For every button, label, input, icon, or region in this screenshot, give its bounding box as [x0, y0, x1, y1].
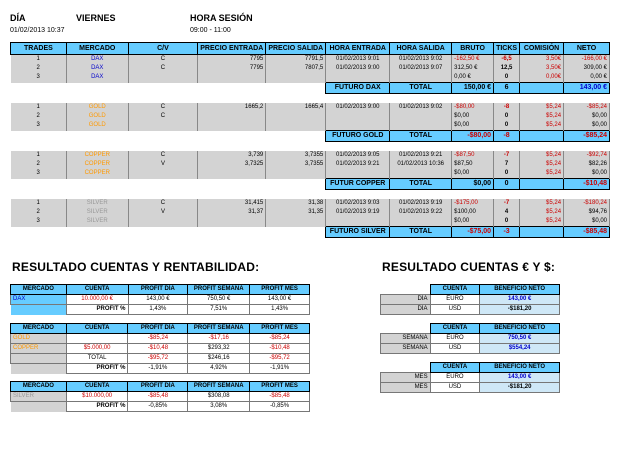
trade-ticks: -7 — [494, 151, 520, 160]
sum-profit-semana: 3,08% — [188, 402, 250, 412]
trade-neto: $0,00 — [564, 217, 610, 227]
eur-cuenta: USD — [430, 383, 480, 393]
eur-header-row — [381, 285, 560, 295]
sum-profit-dia: 1,43% — [128, 305, 188, 315]
sum-profit-label: PROFIT % — [66, 364, 128, 374]
trade-comision: $5,24 — [520, 160, 564, 169]
trade-hora-salida — [390, 217, 452, 227]
trade-market: SILVER — [66, 199, 128, 208]
sum-cuenta: TOTAL — [66, 354, 128, 364]
trade-hora-entrada: 01/02/2013 9:19 — [326, 208, 390, 217]
total-market-label: FUTURO SILVER — [326, 227, 390, 238]
total-market-label: FUTUR COPPER — [326, 179, 390, 190]
trade-precio-salida: 31,38 — [266, 199, 326, 208]
eur-usd-block — [380, 362, 560, 393]
trade-precio-entrada — [198, 169, 266, 179]
total-comision — [520, 131, 564, 142]
sum-dia: -$85,48 — [128, 392, 188, 402]
trade-precio-entrada — [198, 73, 266, 83]
trade-bruto: $0,00 — [452, 121, 494, 131]
trade-market: SILVER — [66, 208, 128, 217]
sum-col-cuenta: CUENTA — [66, 382, 128, 392]
trade-hora-salida: 01/02/2013 10:36 — [390, 160, 452, 169]
trade-ticks: 4 — [494, 208, 520, 217]
total-label: TOTAL — [390, 179, 452, 190]
trade-precio-salida — [266, 169, 326, 179]
trade-comision: $5,24 — [520, 112, 564, 121]
eur-row — [381, 344, 560, 354]
col-neto: NETO — [564, 43, 610, 55]
trade-hora-salida: 01/02/2013 9:21 — [390, 151, 452, 160]
summary-header-row — [11, 382, 310, 392]
trade-cv: C — [128, 103, 198, 112]
eur-row — [381, 334, 560, 344]
trade-precio-entrada: 31,415 — [198, 199, 266, 208]
trade-cv: C — [128, 112, 198, 121]
report-date: 01/02/2013 10:37 — [10, 27, 65, 34]
sum-col-profit-mes: PROFIT MES — [250, 382, 310, 392]
trade-cv — [128, 217, 198, 227]
trade-cv: C — [128, 55, 198, 65]
trade-comision: $5,24 — [520, 103, 564, 112]
trade-comision: $5,24 — [520, 169, 564, 179]
total-market-label: FUTURO DAX — [326, 83, 390, 94]
trade-hora-entrada — [326, 112, 390, 121]
eur-col-cuenta: CUENTA — [430, 363, 480, 373]
total-comision — [520, 227, 564, 238]
trade-precio-salida — [266, 121, 326, 131]
trade-total-row — [11, 179, 610, 190]
sum-col-profit-dia: PROFIT DÍA — [128, 324, 188, 334]
sum-semana: $246,16 — [188, 354, 250, 364]
eur-cuenta: EURO — [430, 373, 480, 383]
trade-market: COPPER — [66, 151, 128, 160]
sum-dia: 143,00 € — [128, 295, 188, 305]
sum-col-profit-mes: PROFIT MES — [250, 285, 310, 295]
total-ticks: -3 — [494, 227, 520, 238]
trade-bruto: -$175,00 — [452, 199, 494, 208]
trade-row — [11, 121, 610, 131]
eur-row — [381, 373, 560, 383]
trade-market: SILVER — [66, 217, 128, 227]
trade-total-row — [11, 227, 610, 238]
trade-hora-salida — [390, 112, 452, 121]
summary-row — [11, 392, 310, 402]
eur-col-cuenta: CUENTA — [430, 285, 480, 295]
trade-hora-entrada — [326, 73, 390, 83]
trade-hora-salida: 01/02/2013 9:22 — [390, 208, 452, 217]
trade-hora-salida: 01/02/2013 9:07 — [390, 64, 452, 73]
trade-bruto: $87,50 — [452, 160, 494, 169]
sum-col-profit-semana: PROFIT SEMANA — [188, 382, 250, 392]
col-precio-entrada: PRECIO ENTRADA — [198, 43, 266, 55]
summary-header-row — [11, 285, 310, 295]
trade-hora-entrada — [326, 121, 390, 131]
summary-profit-row — [11, 364, 310, 374]
eur-row — [381, 383, 560, 393]
sum-cuenta: $10.000,00 — [66, 392, 128, 402]
trade-neto: -$85,24 — [564, 103, 610, 112]
total-label: TOTAL — [390, 227, 452, 238]
trade-number: 1 — [11, 151, 67, 160]
sum-profit-mes: -0,85% — [250, 402, 310, 412]
total-comision — [520, 83, 564, 94]
trade-market: COPPER — [66, 160, 128, 169]
trade-ticks: -6,5 — [494, 55, 520, 65]
trade-total-row — [11, 83, 610, 94]
trade-market: GOLD — [66, 103, 128, 112]
sum-dia: -$85,24 — [128, 334, 188, 344]
eur-valor: 750,50 € — [480, 334, 560, 344]
trade-neto: -166,00 € — [564, 55, 610, 65]
trade-row — [11, 199, 610, 208]
eur-cuenta: EURO — [430, 295, 480, 305]
trade-bruto: 0,00 € — [452, 73, 494, 83]
col-comision: COMISIÓN — [520, 43, 564, 55]
trades-table — [10, 42, 610, 238]
sum-market — [11, 354, 67, 364]
sum-dia: -$95,72 — [128, 354, 188, 364]
trade-ticks: 12,5 — [494, 64, 520, 73]
sum-profit-label: PROFIT % — [66, 305, 128, 315]
col-hora-entrada: HORA ENTRADA — [326, 43, 390, 55]
trade-hora-entrada: 01/02/2013 9:01 — [326, 55, 390, 65]
trade-ticks: 0 — [494, 121, 520, 131]
eur-row — [381, 295, 560, 305]
trade-cv: C — [128, 199, 198, 208]
sum-profit-mes: -1,91% — [250, 364, 310, 374]
sum-cuenta: $5.000,00 — [66, 344, 128, 354]
total-bruto: $0,00 — [452, 179, 494, 190]
sum-col-profit-mes: PROFIT MES — [250, 324, 310, 334]
trade-precio-entrada — [198, 121, 266, 131]
total-label: TOTAL — [390, 83, 452, 94]
trade-number: 1 — [11, 55, 67, 65]
sum-market: DAX — [11, 295, 67, 305]
trade-market: DAX — [66, 73, 128, 83]
trade-hora-entrada: 01/02/2013 9:21 — [326, 160, 390, 169]
trade-comision: $5,24 — [520, 151, 564, 160]
trade-bruto: -162,50 € — [452, 55, 494, 65]
eur-period-label: SEMANA — [381, 344, 431, 354]
sum-mes: -$85,48 — [250, 392, 310, 402]
eur-valor: $554,24 — [480, 344, 560, 354]
trade-neto: $94,76 — [564, 208, 610, 217]
trade-precio-entrada: 1665,2 — [198, 103, 266, 112]
trade-ticks: -8 — [494, 103, 520, 112]
trade-hora-entrada — [326, 217, 390, 227]
trade-bruto: -$80,00 — [452, 103, 494, 112]
trade-row — [11, 55, 610, 65]
summary-row — [11, 354, 310, 364]
eur-cuenta: USD — [430, 305, 480, 315]
trade-hora-entrada — [326, 169, 390, 179]
summary-row — [11, 344, 310, 354]
trade-number: 2 — [11, 160, 67, 169]
trade-row — [11, 208, 610, 217]
eur-period-label: DÍA — [381, 305, 431, 315]
trade-number: 1 — [11, 103, 67, 112]
eur-valor: -$181,20 — [480, 305, 560, 315]
eur-period-label: SEMANA — [381, 334, 431, 344]
sum-col-profit-dia: PROFIT DÍA — [128, 285, 188, 295]
sum-profit-mes: 1,43% — [250, 305, 310, 315]
trade-hora-salida — [390, 169, 452, 179]
total-label: TOTAL — [390, 131, 452, 142]
trade-comision: 3,50€ — [520, 55, 564, 65]
eur-row — [381, 305, 560, 315]
sum-mes: -$85,24 — [250, 334, 310, 344]
sum-market: SILVER — [11, 392, 67, 402]
eur-header-row — [381, 324, 560, 334]
sum-col-mercado: MERCADO — [11, 285, 67, 295]
trade-bruto: -$87,50 — [452, 151, 494, 160]
trade-bruto: $0,00 — [452, 217, 494, 227]
trade-row — [11, 103, 610, 112]
sum-col-profit-semana: PROFIT SEMANA — [188, 285, 250, 295]
total-market-label: FUTURO GOLD — [326, 131, 390, 142]
trade-hora-entrada: 01/02/2013 9:05 — [326, 151, 390, 160]
trade-row — [11, 169, 610, 179]
total-ticks: 0 — [494, 179, 520, 190]
sum-semana: -$17,16 — [188, 334, 250, 344]
total-neto: -$85,48 — [564, 227, 610, 238]
col-cv: C/V — [128, 43, 198, 55]
eur-col-beneficio: BENEFICIO NETO — [480, 363, 560, 373]
eur-valor: 143,00 € — [480, 295, 560, 305]
total-neto: 143,00 € — [564, 83, 610, 94]
total-comision — [520, 179, 564, 190]
eur-cuenta: USD — [430, 344, 480, 354]
trade-hora-salida: 01/02/2013 9:19 — [390, 199, 452, 208]
trade-ticks: 7 — [494, 160, 520, 169]
trade-number: 3 — [11, 217, 67, 227]
trade-hora-entrada: 01/02/2013 9:00 — [326, 64, 390, 73]
trade-bruto: $0,00 — [452, 169, 494, 179]
trade-number: 3 — [11, 73, 67, 83]
total-spacer — [11, 227, 326, 238]
dia-value: VIERNES — [76, 13, 116, 23]
trade-ticks: 0 — [494, 112, 520, 121]
trade-ticks: 0 — [494, 169, 520, 179]
trades-header-row — [11, 43, 610, 55]
sum-profit-semana: 7,51% — [188, 305, 250, 315]
trade-hora-salida — [390, 121, 452, 131]
trade-hora-salida: 01/02/2013 9:02 — [390, 103, 452, 112]
trade-neto: 309,00 € — [564, 64, 610, 73]
trade-hora-entrada: 01/02/2013 9:03 — [326, 199, 390, 208]
sum-profit-label: PROFIT % — [66, 402, 128, 412]
trade-neto: -$180,24 — [564, 199, 610, 208]
sum-cuenta — [66, 334, 128, 344]
total-ticks: -8 — [494, 131, 520, 142]
sum-col-profit-dia: PROFIT DÍA — [128, 382, 188, 392]
trade-comision: $5,24 — [520, 217, 564, 227]
eur-usd-block — [380, 323, 560, 354]
eur-header-row — [381, 363, 560, 373]
total-bruto: -$75,00 — [452, 227, 494, 238]
eur-cuenta: EURO — [430, 334, 480, 344]
sum-profit-dia: -0,85% — [128, 402, 188, 412]
summary-row — [11, 334, 310, 344]
trade-neto: -$92,74 — [564, 151, 610, 160]
summary-header-row — [11, 324, 310, 334]
sum-profit-semana: 4,92% — [188, 364, 250, 374]
trade-row — [11, 112, 610, 121]
trade-bruto: 312,50 € — [452, 64, 494, 73]
trade-neto: $82,26 — [564, 160, 610, 169]
sum-col-mercado: MERCADO — [11, 382, 67, 392]
eur-col-beneficio: BENEFICIO NETO — [480, 285, 560, 295]
trade-market: GOLD — [66, 112, 128, 121]
trade-number: 2 — [11, 64, 67, 73]
sum-semana: $293,32 — [188, 344, 250, 354]
eur-usd-block — [380, 284, 560, 315]
dia-label: DÍA — [10, 13, 26, 23]
col-hora-salida: HORA SALIDA — [390, 43, 452, 55]
resultado-title: RESULTADO CUENTAS Y RENTABILIDAD: — [12, 260, 260, 274]
trade-bruto: $0,00 — [452, 112, 494, 121]
trade-precio-entrada: 3,739 — [198, 151, 266, 160]
trade-precio-entrada: 3,7325 — [198, 160, 266, 169]
trade-number: 2 — [11, 208, 67, 217]
trade-number: 2 — [11, 112, 67, 121]
sum-semana: 750,50 € — [188, 295, 250, 305]
trade-cv — [128, 73, 198, 83]
trade-cv: V — [128, 160, 198, 169]
trade-market: DAX — [66, 64, 128, 73]
trade-market: DAX — [66, 55, 128, 65]
trade-cv: C — [128, 64, 198, 73]
col-trades: TRADES — [11, 43, 67, 55]
trade-hora-salida: 01/02/2013 9:02 — [390, 55, 452, 65]
total-neto: -$85,24 — [564, 131, 610, 142]
total-neto: -$10,48 — [564, 179, 610, 190]
hora-sesion-label: HORA SESIÓN — [190, 13, 253, 23]
sum-market: COPPER — [11, 344, 67, 354]
trade-neto: $0,00 — [564, 121, 610, 131]
sum-mes: -$95,72 — [250, 354, 310, 364]
eur-col-beneficio: BENEFICIO NETO — [480, 324, 560, 334]
sum-col-mercado: MERCADO — [11, 324, 67, 334]
total-bruto: -$80,00 — [452, 131, 494, 142]
eur-col-cuenta: CUENTA — [430, 324, 480, 334]
hora-sesion-value: 09:00 - 11:00 — [190, 27, 231, 34]
trade-ticks: 0 — [494, 73, 520, 83]
col-precio-salida: PRECIO SALIDA — [266, 43, 326, 55]
trade-precio-entrada: 7795 — [198, 55, 266, 65]
trade-precio-entrada: 31,37 — [198, 208, 266, 217]
sum-dia: -$10,48 — [128, 344, 188, 354]
trade-neto: $0,00 — [564, 112, 610, 121]
trade-precio-entrada — [198, 217, 266, 227]
trade-comision: $5,24 — [520, 121, 564, 131]
trade-precio-entrada: 7795 — [198, 64, 266, 73]
trade-row — [11, 64, 610, 73]
summary-profit-row — [11, 402, 310, 412]
trade-number: 3 — [11, 169, 67, 179]
trade-precio-salida: 31,35 — [266, 208, 326, 217]
eur-valor: 143,00 € — [480, 373, 560, 383]
trade-total-row — [11, 131, 610, 142]
trade-precio-salida — [266, 112, 326, 121]
total-spacer — [11, 131, 326, 142]
total-spacer — [11, 179, 326, 190]
trade-bruto: $100,00 — [452, 208, 494, 217]
summary-dax-table — [10, 284, 310, 315]
col-mercado: MERCADO — [66, 43, 128, 55]
total-spacer — [11, 83, 326, 94]
trade-ticks: -7 — [494, 199, 520, 208]
trade-market: COPPER — [66, 169, 128, 179]
total-bruto: 150,00 € — [452, 83, 494, 94]
resultado-eur-usd-title: RESULTADO CUENTAS € Y $: — [382, 260, 556, 274]
summary-gold-copper-table — [10, 323, 310, 374]
trade-precio-salida — [266, 217, 326, 227]
trade-number: 1 — [11, 199, 67, 208]
summary-silver-table — [10, 381, 310, 412]
trade-hora-entrada: 01/02/2013 9:00 — [326, 103, 390, 112]
total-ticks: 6 — [494, 83, 520, 94]
trade-precio-salida — [266, 73, 326, 83]
sum-market: GOLD — [11, 334, 67, 344]
col-ticks: TICKS — [494, 43, 520, 55]
eur-period-label: MES — [381, 383, 431, 393]
trade-precio-salida: 7791,5 — [266, 55, 326, 65]
sum-col-cuenta: CUENTA — [66, 324, 128, 334]
trade-precio-salida: 7807,5 — [266, 64, 326, 73]
sum-mes: 143,00 € — [250, 295, 310, 305]
trade-precio-salida: 1665,4 — [266, 103, 326, 112]
trade-number: 3 — [11, 121, 67, 131]
trade-row — [11, 73, 610, 83]
summary-profit-row — [11, 305, 310, 315]
summary-row — [11, 295, 310, 305]
trade-cv: C — [128, 151, 198, 160]
sum-col-cuenta: CUENTA — [66, 285, 128, 295]
sum-cuenta: 10.000,00 € — [66, 295, 128, 305]
trade-precio-salida: 3,7355 — [266, 151, 326, 160]
sum-profit-dia: -1,91% — [128, 364, 188, 374]
trade-precio-salida: 3,7355 — [266, 160, 326, 169]
trade-neto: $0,00 — [564, 169, 610, 179]
eur-period-label: MES — [381, 373, 431, 383]
trade-row — [11, 151, 610, 160]
trade-comision: 0,00€ — [520, 73, 564, 83]
trade-row — [11, 217, 610, 227]
sum-mes: -$10,48 — [250, 344, 310, 354]
trade-market: GOLD — [66, 121, 128, 131]
trade-cv: V — [128, 208, 198, 217]
trade-ticks: 0 — [494, 217, 520, 227]
trade-cv — [128, 169, 198, 179]
trade-cv — [128, 121, 198, 131]
trade-comision: 3,50€ — [520, 64, 564, 73]
trade-hora-salida — [390, 73, 452, 83]
sum-semana: $308,08 — [188, 392, 250, 402]
trade-comision: $5,24 — [520, 208, 564, 217]
eur-period-label: DÍA — [381, 295, 431, 305]
trade-comision: $5,24 — [520, 199, 564, 208]
col-bruto: BRUTO — [452, 43, 494, 55]
trade-row — [11, 160, 610, 169]
trade-neto: 0,00 € — [564, 73, 610, 83]
trade-precio-entrada — [198, 112, 266, 121]
eur-valor: -$181,20 — [480, 383, 560, 393]
sum-col-profit-semana: PROFIT SEMANA — [188, 324, 250, 334]
